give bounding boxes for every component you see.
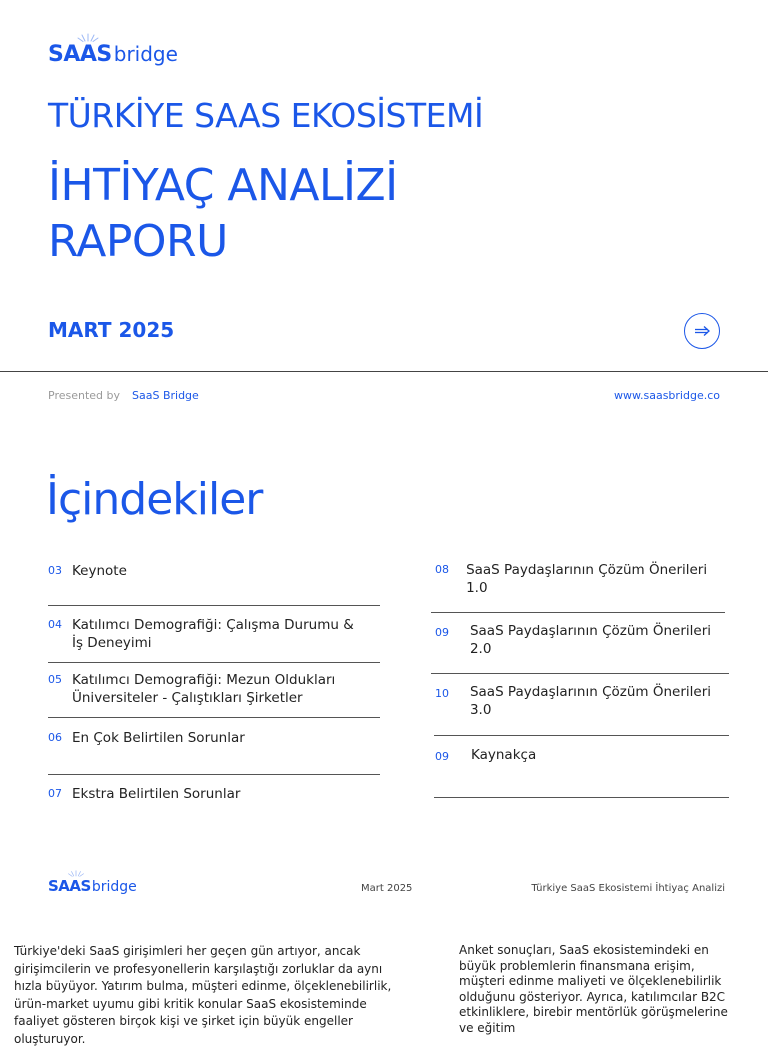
toc-divider [48, 662, 380, 663]
presented-by-label: Presented by [48, 389, 121, 402]
toc-item-label: Katılımcı Demografiği: Çalışma Durumu & İş Deneyimi [72, 617, 354, 651]
footer-logo [48, 877, 137, 895]
website-link[interactable]: www.saasbridge.co [614, 389, 720, 402]
logo-light-text: bridge [91, 879, 137, 895]
logo-light-text: bridge [113, 42, 178, 66]
report-title-line3: RAPORU [48, 216, 228, 267]
toc-item-label: Ekstra Belirtilen Sorunlar [72, 786, 241, 802]
header-divider [0, 371, 768, 372]
toc-divider [434, 735, 729, 736]
toc-item-number: 07 [48, 787, 62, 800]
toc-item-number: 09 [435, 626, 449, 639]
toc-item-number: 10 [435, 687, 449, 700]
toc-item[interactable] [435, 746, 729, 764]
toc-item[interactable] [435, 561, 725, 597]
toc-item[interactable] [435, 622, 729, 658]
toc-item-number: 06 [48, 731, 62, 744]
body-paragraph-left: Türkiye'deki SaaS girişimleri her geçen gün artıyor, ancak girişimcilerin ve profesyonellerin karşılaştığı zorluklar da aynı hızla büyüyor. Yatırım bulma, müşteri edinme, ölçeklenebilirlik, ürün-market uyumu gibi kritik konular SaaS ekosisteminde faaliyet gösteren birçok kişi ve şirket için büyük engeller oluşturuyor. [14, 944, 392, 1046]
toc-item-number: 08 [435, 563, 449, 576]
toc-item[interactable] [48, 785, 378, 803]
toc-item[interactable] [48, 729, 378, 747]
sunburst-icon [67, 869, 85, 877]
toc-item-label: SaaS Paydaşlarının Çözüm Önerileri 3.0 [469, 684, 711, 718]
toc-divider [431, 673, 729, 674]
toc-item[interactable] [435, 683, 729, 719]
logo-bold-text: SAAS [48, 877, 91, 895]
toc-divider [431, 612, 725, 613]
logo-bold-text: SAAS [48, 42, 112, 67]
toc-item[interactable] [48, 562, 378, 580]
arrow-right-icon [693, 325, 711, 337]
toc-item-number: 04 [48, 618, 62, 631]
toc-item-label: Katılımcı Demografiği: Mezun Oldukları Üniversiteler - Çalıştıkları Şirketler [72, 672, 336, 706]
toc-item-number: 09 [435, 750, 449, 763]
presented-by-name: SaaS Bridge [132, 389, 199, 402]
brand-logo [48, 42, 178, 67]
toc-item-number: 05 [48, 673, 62, 686]
report-title-line1: TÜRKİYE SAAS EKOSİSTEMİ [48, 96, 484, 135]
toc-divider [434, 797, 729, 798]
toc-item-label: SaaS Paydaşlarının Çözüm Önerileri 1.0 [466, 562, 708, 596]
report-title-line2: İHTİYAÇ ANALİZİ [48, 160, 398, 211]
toc-item[interactable] [48, 671, 378, 707]
toc-divider [48, 605, 380, 606]
toc-item-label: Keynote [72, 563, 127, 579]
toc-item-number: 03 [48, 564, 62, 577]
body-paragraph-right: Anket sonuçları, SaaS ekosistemindeki en büyük problemlerin finansmana erişim, müşteri edinme maliyeti ve ölçeklenebilirlik olduğunu gösteriyor. Ayrıca, katılımcılar B2C etkinliklere, birebir mentörlük görüşmelerine ve eğitim [459, 943, 728, 1035]
report-date: MART 2025 [48, 318, 175, 342]
report-title-main [48, 158, 398, 270]
toc-item-label: SaaS Paydaşlarının Çözüm Önerileri 2.0 [469, 623, 711, 657]
toc-divider [48, 717, 380, 718]
toc-item-label: En Çok Belirtilen Sorunlar [72, 730, 245, 746]
footer-title: Türkiye SaaS Ekosistemi İhtiyaç Analizi [531, 883, 725, 894]
toc-divider [48, 774, 380, 775]
toc-item[interactable] [48, 616, 378, 652]
footer-date: Mart 2025 [361, 883, 413, 894]
sunburst-icon [76, 32, 100, 42]
next-button[interactable] [684, 313, 720, 349]
toc-title: İçindekiler [46, 474, 263, 525]
toc-item-label: Kaynakça [471, 747, 537, 763]
